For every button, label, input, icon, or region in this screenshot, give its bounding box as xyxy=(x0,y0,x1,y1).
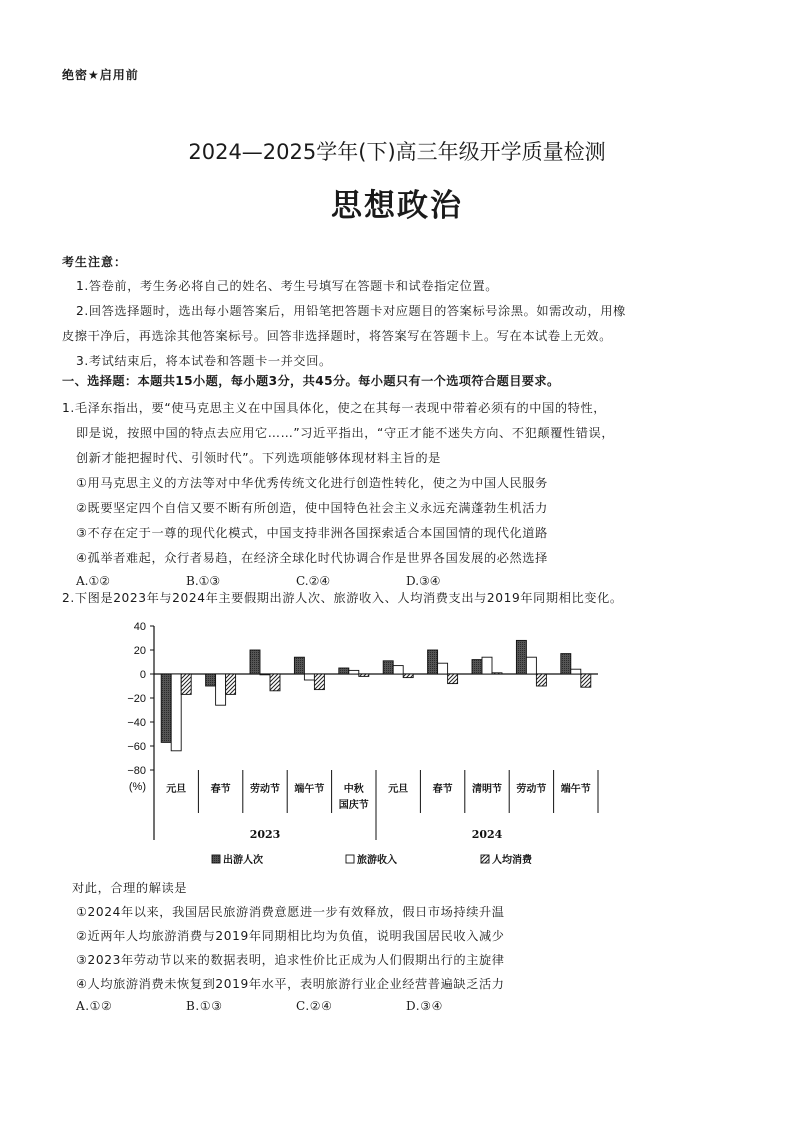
bar-per-capita-spending xyxy=(403,674,413,678)
bar-tourist-trips xyxy=(161,674,171,742)
bar-per-capita-spending xyxy=(536,674,546,686)
category-label: 国庆节 xyxy=(338,800,369,811)
notice-item: 1.答卷前，考生务必将自己的姓名、考生号填写在答题卡和试卷指定位置。 xyxy=(76,279,499,293)
bar-tourist-trips xyxy=(516,640,526,674)
choice-d: D.③④ xyxy=(406,574,441,588)
bar-tourist-trips xyxy=(561,654,571,674)
y-tick-label: 20 xyxy=(133,645,146,657)
bar-tourism-revenue xyxy=(571,669,581,674)
statement-option: ①2024年以来，我国居民旅游消费意愿进一步有效释放，假日市场持续升温 xyxy=(76,905,505,919)
y-axis-unit-label: (%) xyxy=(128,781,146,793)
bar-tourist-trips xyxy=(294,657,304,674)
bar-tourism-revenue xyxy=(349,670,359,674)
category-label: 劳动节 xyxy=(250,784,280,795)
y-tick-label: −80 xyxy=(127,765,146,777)
bar-chart-svg xyxy=(100,612,620,872)
notice-item: 2.回答选择题时，选出每小题答案后，用铅笔把答题卡对应题目的答案标号涂黑。如需改动，用橡 xyxy=(76,304,626,318)
choice-a: A.①② xyxy=(76,574,110,588)
category-label: 端午节 xyxy=(294,784,325,795)
question-stem: 2.下图是2023年与2024年主要假期出游人次、旅游收入、人均消费支出与2019年同期相比变化。 xyxy=(62,591,623,605)
bar-tourist-trips xyxy=(339,668,349,674)
statement-option: ④孤举者难起，众行者易趋，在经济全球化时代协调合作是世界各国发展的必然选择 xyxy=(76,551,548,565)
y-tick-label: 0 xyxy=(139,669,146,681)
section-heading: 一、选择题：本题共15小题，每小题3分，共45分。每小题只有一个选项符合题目要求。 xyxy=(62,374,560,388)
choice-a: A.①② xyxy=(76,999,113,1013)
question-2-stem xyxy=(62,586,737,611)
bar-tourism-revenue xyxy=(216,674,226,705)
y-tick-label: −40 xyxy=(127,717,146,729)
question-stem: 创新才能把握时代、引领时代”。下列选项能够体现材料主旨的是 xyxy=(76,451,441,465)
statement-option: ①用马克思主义的方法等对中华优秀传统文化进行创造性转化，使之为中国人民服务 xyxy=(76,476,548,490)
question-prompt: 对此，合理的解读是 xyxy=(72,881,188,895)
bar-per-capita-spending xyxy=(359,674,369,676)
notice-heading: 考生注意： xyxy=(62,255,128,269)
notice-item: 皮擦干净后，再选涂其他答案标号。回答非选择题时，将答案写在答题卡上。写在本试卷上无效。 xyxy=(62,329,612,343)
choice-d: D.③④ xyxy=(406,999,443,1013)
bar-tourism-revenue xyxy=(171,674,181,751)
statement-option: ④人均旅游消费未恢复到2019年水平，表明旅游行业企业经营普遍缺乏活力 xyxy=(76,977,505,991)
bar-per-capita-spending xyxy=(314,674,324,690)
bar-tourist-trips xyxy=(250,650,260,674)
group-label-2023: 2023 xyxy=(249,828,281,841)
choice-b: B.①③ xyxy=(186,574,221,588)
legend-swatch xyxy=(346,855,354,863)
answer-choices xyxy=(62,996,737,1016)
bar-per-capita-spending xyxy=(226,674,236,694)
bar-tourism-revenue xyxy=(260,674,270,675)
bar-per-capita-spending xyxy=(492,673,502,674)
notice-item: 3.考试结束后，将本试卷和答题卡一并交回。 xyxy=(76,354,332,368)
y-tick-label: −60 xyxy=(127,741,146,753)
statement-option: ③2023年劳动节以来的数据表明，追求性价比正成为人们假期出行的主旋律 xyxy=(76,953,505,967)
statement-option: ②既要坚定四个自信又要不断有所创造，使中国特色社会主义永远充满蓬勃生机活力 xyxy=(76,501,548,515)
choice-c: C.②④ xyxy=(296,999,333,1013)
category-label: 中秋 xyxy=(343,784,364,795)
choice-c: C.②④ xyxy=(296,574,331,588)
choice-b: B.①③ xyxy=(186,999,223,1013)
category-label: 劳动节 xyxy=(516,784,547,795)
legend-label: 旅游收入 xyxy=(357,855,397,866)
category-label: 元旦 xyxy=(388,784,409,795)
bar-per-capita-spending xyxy=(270,674,280,691)
category-label: 元旦 xyxy=(166,784,187,795)
bar-tourist-trips xyxy=(428,650,438,674)
bar-tourism-revenue xyxy=(526,657,536,674)
bar-per-capita-spending xyxy=(181,674,191,694)
legend-label: 人均消费 xyxy=(492,855,532,866)
category-label: 端午节 xyxy=(560,784,591,795)
legend-swatch xyxy=(481,855,489,863)
bar-tourist-trips xyxy=(206,674,216,686)
bar-tourism-revenue xyxy=(304,674,314,680)
bar-tourism-revenue xyxy=(438,663,448,674)
question-stem: 1.毛泽东指出，要“使马克思主义在中国具体化，使之在其每一表现中带着必须有的中国的特性， xyxy=(62,401,607,415)
statement-option: ②近两年人均旅游消费与2019年同期相比均为负值，说明我国居民收入减少 xyxy=(76,929,505,943)
candidate-notice xyxy=(62,253,737,374)
tourism-chart xyxy=(100,612,620,872)
exam-title: 2024—2025学年(下)高三年级开学质量检测 xyxy=(188,140,606,164)
category-label: 春节 xyxy=(432,784,453,795)
group-label-2024: 2024 xyxy=(471,828,503,841)
category-label: 清明节 xyxy=(472,784,502,795)
question-1 xyxy=(62,396,737,591)
statement-option: ③不存在定于一尊的现代化模式，中国支持非洲各国探索适合本国国情的现代化道路 xyxy=(76,526,548,540)
bar-tourism-revenue xyxy=(393,666,403,674)
confidential-label: 绝密★启用前 xyxy=(62,68,139,82)
question-2-body xyxy=(62,876,737,1016)
question-stem: 即是说，按照中国的特点去应用它……”习近平指出，“守正才能不迷失方向、不犯颠覆性错误， xyxy=(76,426,615,440)
bar-per-capita-spending xyxy=(581,674,591,687)
bar-tourism-revenue xyxy=(482,657,492,674)
subject-title: 思想政治 xyxy=(331,188,463,224)
bar-per-capita-spending xyxy=(448,674,458,684)
category-label: 春节 xyxy=(210,784,231,795)
legend-swatch xyxy=(212,855,220,863)
bar-tourist-trips xyxy=(472,660,482,674)
legend-label: 出游人次 xyxy=(223,855,263,866)
y-tick-label: 40 xyxy=(133,621,146,633)
bar-tourist-trips xyxy=(383,661,393,674)
y-tick-label: −20 xyxy=(127,693,146,705)
